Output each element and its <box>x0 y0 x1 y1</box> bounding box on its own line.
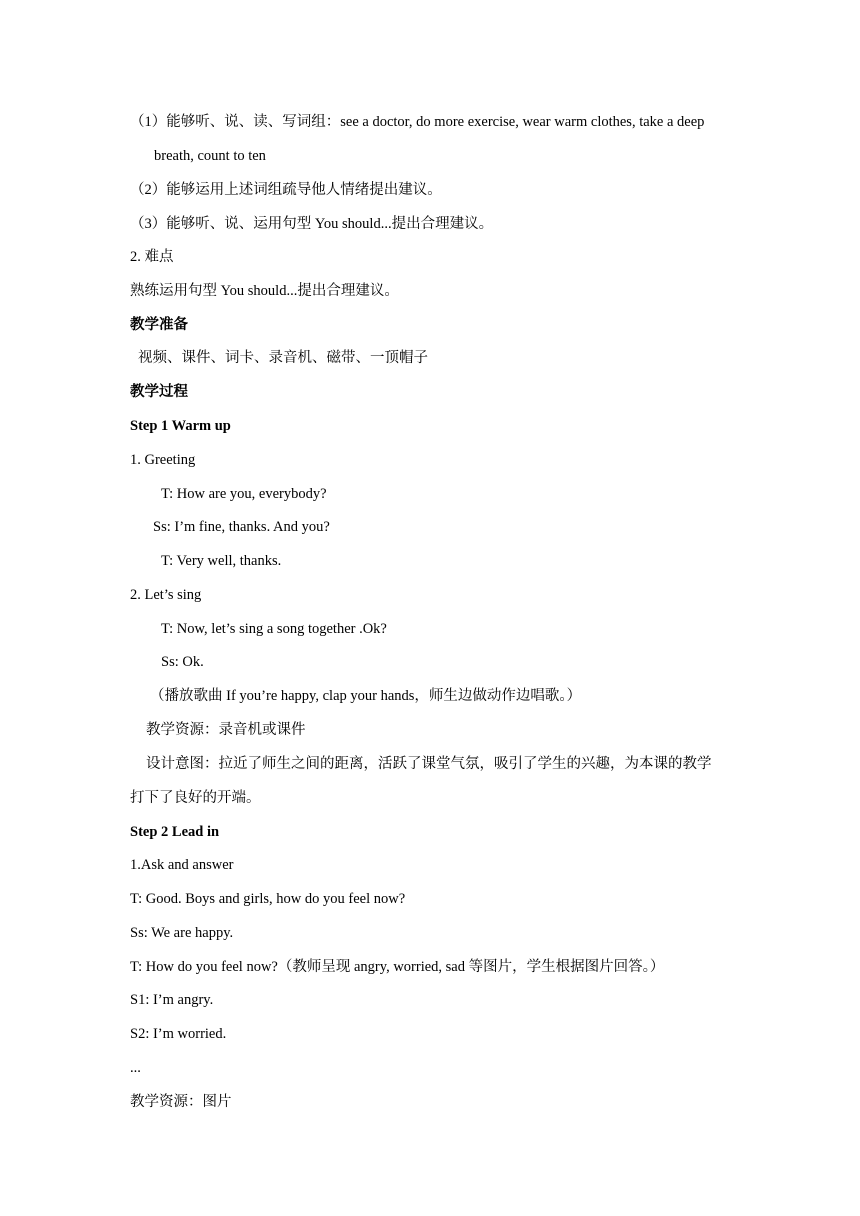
dialogue-line: T: Now, let’s sing a song together .Ok? <box>161 621 387 637</box>
preparation-heading: 教学准备 <box>130 317 188 333</box>
dialogue-line: S1: I’m angry. <box>130 992 214 1008</box>
song-instruction: （播放歌曲 If you’re happy, clap your hands，师生边做动作边唱歌。） <box>150 688 582 704</box>
dialogue-line: T: How do you feel now?（教师呈现 angry, worried, sad 等图片，学生根据图片回答。） <box>130 959 665 975</box>
resource-note: 教学资源：录音机或课件 <box>146 722 306 738</box>
dialogue-line: T: How are you, everybody? <box>161 486 327 502</box>
dialogue-line: Ss: We are happy. <box>130 925 234 941</box>
ellipsis-line: ... <box>130 1060 141 1076</box>
dialogue-line: T: Very well, thanks. <box>161 553 282 569</box>
objective-2-line: （2）能够运用上述词组疏导他人情绪提出建议。 <box>130 182 442 198</box>
difficulty-heading: 2. 难点 <box>130 249 174 265</box>
dialogue-line: Ss: I’m fine, thanks. And you? <box>153 519 330 535</box>
process-heading: 教学过程 <box>130 384 188 400</box>
step1-heading: Step 1 Warm up <box>130 418 231 434</box>
resource-note: 教学资源：图片 <box>130 1094 232 1110</box>
design-intent-line: 设计意图：拉近了师生之间的距离，活跃了课堂气氛，吸引了学生的兴趣，为本课的教学 <box>146 756 712 772</box>
difficulty-text: 熟练运用句型 You should...提出合理建议。 <box>130 283 399 299</box>
dialogue-line: T: Good. Boys and girls, how do you feel now? <box>130 891 406 907</box>
sing-heading: 2. Let’s sing <box>130 587 202 603</box>
step2-heading: Step 2 Lead in <box>130 824 220 840</box>
dialogue-line: Ss: Ok. <box>161 654 204 670</box>
dialogue-line: S2: I’m worried. <box>130 1026 227 1042</box>
design-intent-continuation: 打下了良好的开端。 <box>130 790 261 806</box>
preparation-items: 视频、课件、词卡、录音机、磁带、一顶帽子 <box>138 350 428 366</box>
ask-answer-heading: 1.Ask and answer <box>130 857 234 873</box>
objective-3-line: （3）能够听、说、运用句型 You should...提出合理建议。 <box>130 216 494 232</box>
greeting-heading: 1. Greeting <box>130 452 196 468</box>
objective-1-continuation: breath, count to ten <box>154 148 266 164</box>
objective-1-line: （1）能够听、说、读、写词组：see a doctor, do more exercise, wear warm clothes, take a deep <box>130 114 705 130</box>
